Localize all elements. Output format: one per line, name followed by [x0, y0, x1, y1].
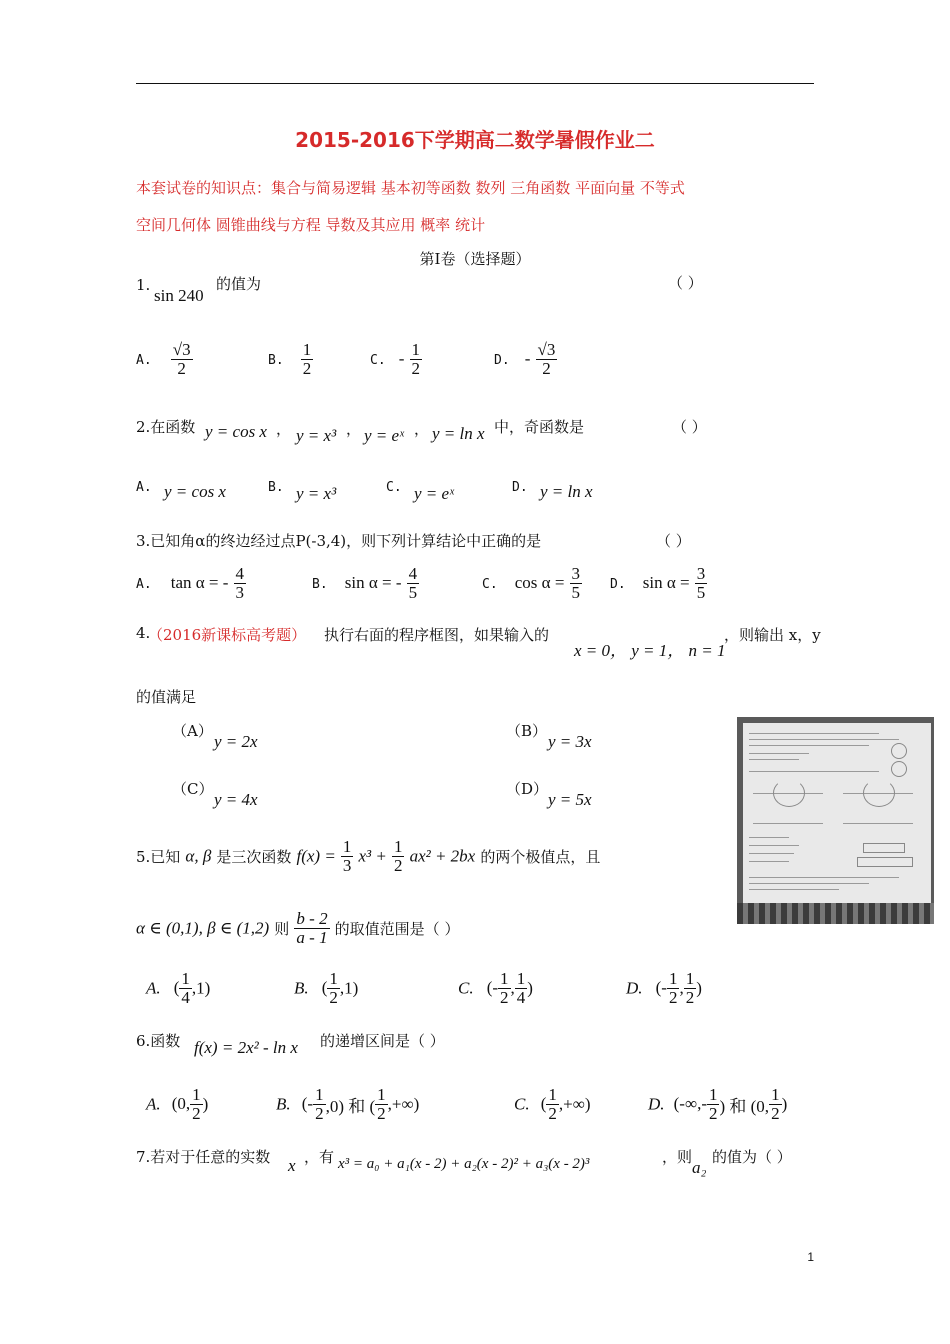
fraction: $\frac{√3}{2}$	[537, 340, 556, 378]
q7-variable: x	[288, 1156, 296, 1175]
photo-background	[737, 903, 934, 924]
fraction: $\frac{3}{5}$	[571, 564, 580, 602]
q4-option-c[interactable]: （C）	[172, 780, 214, 798]
q1-text: 的值为	[216, 275, 262, 293]
q3-answer-paren: （ ）	[656, 532, 691, 550]
q1-number: 1.	[136, 276, 151, 294]
option-label: A.	[136, 352, 152, 368]
q5-option-b[interactable]: B. ( $\frac{1}{2}$ ,1)	[294, 969, 359, 1007]
q3-text: 3.已知角α的终边经过点P(-3,4)，则下列计算结论中正确的是	[136, 532, 542, 550]
q6-option-b[interactable]: B. (- $\frac{1}{2}$ ,0) 和 ( $\frac{1}{2}$ ,+∞)	[276, 1085, 420, 1123]
fraction: $\frac{b - 2}{a - 1}$	[296, 909, 328, 947]
q7-text-3: 的值为（ ）	[712, 1148, 792, 1166]
q4-option-a-value: y = 2x	[214, 732, 258, 751]
q6-number: 6.函数	[136, 1032, 181, 1050]
q4-option-d[interactable]: （D）	[506, 780, 549, 798]
q6-function: f(x) = 2x² - ln x	[194, 1038, 298, 1057]
q5-line-1: 5.已知 α, β 是三次函数 f(x) = $\frac{1}{3}$ x³ + $\frac{1}{2}$ ax² + 2bx 的两个极值点，且	[136, 837, 601, 875]
q4-inputs: x = 0， y = 1， n = 1	[574, 641, 726, 660]
fraction: $\frac{1}{2}$	[411, 340, 421, 378]
fraction: $\frac{√3}{2}$	[172, 340, 191, 378]
q2-option-a[interactable]: A.	[136, 480, 152, 495]
fraction: $\frac{1}{2}$	[685, 969, 695, 1007]
q6-option-c[interactable]: C. ( $\frac{1}{2}$ ,+∞)	[514, 1085, 591, 1123]
q2-option-d[interactable]: D.	[512, 480, 528, 495]
fraction: $\frac{3}{5}$	[696, 564, 706, 602]
q2-option-c-value: y = eˣ	[414, 484, 454, 503]
knowledge-points-line2: 空间几何体 圆锥曲线与方程 导数及其应用 概率 统计	[136, 216, 486, 234]
fraction: $\frac{1}{2}$	[329, 969, 338, 1007]
q4-number: 4.	[136, 624, 151, 642]
q4-option-c-value: y = 4x	[214, 790, 258, 809]
q7-text-1: ，有	[304, 1148, 335, 1166]
fraction: $\frac{1}{2}$	[771, 1085, 780, 1123]
fraction: $\frac{4}{5}$	[408, 564, 418, 602]
q2-option-d-value: y = ln x	[540, 482, 593, 501]
q7-number: 7.若对于任意的实数	[136, 1148, 271, 1166]
fraction: $\frac{1}{4}$	[516, 969, 526, 1007]
photo-sheet	[743, 723, 931, 903]
q1-option-b[interactable]	[268, 341, 313, 378]
q4-text-2: ，则输出 x，y	[724, 626, 821, 644]
fraction: $\frac{1}{3}$	[342, 837, 352, 875]
fraction: $\frac{1}{2}$	[548, 1085, 557, 1123]
q3-option-c[interactable]: C. cos α = $\frac{3}{5}$	[482, 564, 580, 602]
q2-func-3: y = eˣ	[364, 426, 404, 445]
q1-answer-paren: （ ）	[668, 274, 703, 292]
fraction: $\frac{1}{2}$	[315, 1085, 324, 1123]
q7-text-2: ，则	[662, 1148, 693, 1166]
fraction: $\frac{1}{2}$	[377, 1085, 386, 1123]
q1-option-d[interactable]: D. - $\frac{√3}{2}$	[494, 340, 556, 378]
page-number: 1	[807, 1250, 814, 1264]
q2-option-b[interactable]: B.	[268, 480, 284, 495]
top-rule	[136, 83, 814, 84]
fraction: $\frac{1}{2}$	[192, 1085, 201, 1123]
q4-option-a[interactable]: （A）	[172, 722, 213, 740]
q7-target: a₂	[692, 1158, 707, 1177]
q3-option-b[interactable]: B. sin α = - $\frac{4}{5}$	[312, 564, 418, 602]
fraction: $\frac{1}{2}$	[708, 1085, 718, 1123]
knowledge-points-line1: 本套试卷的知识点：集合与简易逻辑 基本初等函数 数列 三角函数 平面向量 不等式	[136, 179, 685, 197]
fraction: $\frac{4}{3}$	[235, 564, 245, 602]
q7-expression: x³ = a₀ + a₁(x - 2) + a₂(x - 2)² + a₃(x - 2)³	[338, 1156, 590, 1172]
q1-expression: sin 240	[154, 286, 204, 305]
q6-text: 的递增区间是（ ）	[320, 1032, 445, 1050]
option-label: C.	[370, 352, 386, 368]
q2-func-1: y = cos x	[205, 422, 267, 441]
section-heading: 第Ⅰ卷（选择题）	[419, 250, 531, 268]
q4-option-d-value: y = 5x	[548, 790, 592, 809]
q5-option-d[interactable]: D. (- $\frac{1}{2}$ , $\frac{1}{2}$ )	[626, 969, 702, 1007]
option-label: D.	[494, 352, 510, 368]
page-title: 2015-2016下学期高二数学暑假作业二	[295, 128, 655, 152]
option-label: B.	[268, 352, 284, 368]
q6-option-d[interactable]: D. (-∞,- $\frac{1}{2}$ ) 和 (0, $\frac{1}{2}$ )	[648, 1085, 788, 1123]
q1-option-c[interactable]: C. - $\frac{1}{2}$	[370, 340, 421, 378]
q6-option-a[interactable]: A. (0, $\frac{1}{2}$ )	[146, 1085, 209, 1123]
q4-line-2: 的值满足	[136, 688, 197, 706]
q4-text: 执行右面的程序框图，如果输入的	[324, 626, 550, 644]
q2-option-b-value: y = x³	[296, 484, 337, 503]
q5-option-c[interactable]: C. (- $\frac{1}{2}$ , $\frac{1}{4}$ )	[458, 969, 533, 1007]
q4-option-b[interactable]: （B）	[506, 722, 548, 740]
fraction: $\frac{1}{2}$	[302, 340, 312, 378]
q2-option-a-value: y = cos x	[164, 482, 226, 501]
q2-text: 中，奇函数是	[494, 418, 585, 436]
q5-line-2: α ∈ (0,1), β ∈ (1,2) 则 $\frac{b - 2}{a - 1}$ 的取值范围是（ ）	[136, 909, 460, 947]
fraction: $\frac{1}{2}$	[500, 969, 509, 1007]
q3-option-d[interactable]: D. sin α = $\frac{3}{5}$	[610, 564, 706, 602]
fraction: $\frac{1}{2}$	[393, 837, 403, 875]
q2-number: 2.在函数	[136, 418, 196, 436]
q2-option-c[interactable]: C.	[386, 480, 402, 495]
q2-answer-paren: （ ）	[672, 418, 707, 436]
q3-option-a[interactable]: A. tan α = - $\frac{4}{3}$	[136, 564, 245, 602]
fraction: $\frac{1}{4}$	[181, 969, 190, 1007]
q4-option-b-value: y = 3x	[548, 732, 592, 751]
q5-option-a[interactable]: A. ( $\frac{1}{4}$ ,1)	[146, 969, 211, 1007]
q2-func-2: y = x³	[296, 426, 337, 445]
q4-source: （2016新课标高考题）	[148, 626, 307, 644]
flowchart-photo	[737, 717, 934, 924]
q2-func-4: y = ln x	[432, 424, 485, 443]
q1-option-a[interactable]	[136, 341, 193, 378]
fraction: $\frac{1}{2}$	[668, 969, 678, 1007]
